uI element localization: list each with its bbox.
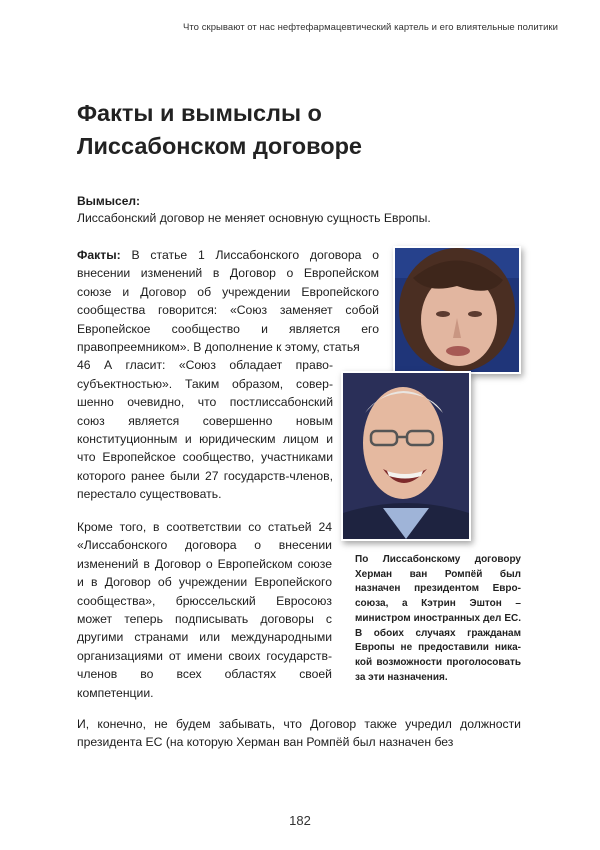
paragraph-2: Кроме того, в соответствии со статьей 24 «Лиссабонского договора о внесении изменений в Договор о Европейском союзе и в Договор об учреждении Европейского сообщества», брюссельский Евросоюз может теперь подписывать договоры с другими странами или международными организациями от имени своих государств-членов во всех областях своей компетенции. xyxy=(77,520,332,700)
facts-text-narrow: 46 А гласит: «Союз обладает правосубъектностью». Таким образом, совершенно очевидно, что постлиссабонский союз является совершенно новым конституционным и юридическим лицом и что Европейское сообщество, участниками которого ранее были 27 государств-членов, перестало существовать. xyxy=(77,358,333,502)
myth-label: Вымысел: xyxy=(77,194,141,208)
running-header: Что скрывают от нас нефтефармацевтический картель и его влиятельные политики xyxy=(183,22,558,33)
facts-label: Факты: xyxy=(77,248,121,262)
photo-van-rompuy xyxy=(341,371,471,541)
paragraph-3: И, конечно, не будем забывать, что Договор также учредил должности президента ЕС (на которую Херман ван Ромпёй был назначен без xyxy=(77,717,521,750)
facts-text-wide: В статье 1 Лиссабонского договора о внесении изменений в Договор о Европейском союзе и Договор об учреждении Европейского сообщества говорится: «Союз заменяет собой Европейское сообщество и является его правопреемником». В дополнение к этому, статья xyxy=(77,248,379,355)
page-title: Факты и вымыслы о Лиссабонском договоре xyxy=(77,100,362,159)
photo-ashton xyxy=(393,246,521,374)
figure-caption: По Лиссабонскому договору Херман ван Ромпёй был назначен президентом Евросоюза, а Кэтрин Эштон – министром иностранных дел ЕС. В обоих случаях гражданам Европы не предоставили никакой возможности проголосовать за эти назначения. xyxy=(355,554,521,683)
page-number: 182 xyxy=(289,813,311,828)
myth-text: Лиссабонский договор не меняет основную сущность Европы. xyxy=(77,211,431,225)
facts-paragraph xyxy=(77,246,379,504)
